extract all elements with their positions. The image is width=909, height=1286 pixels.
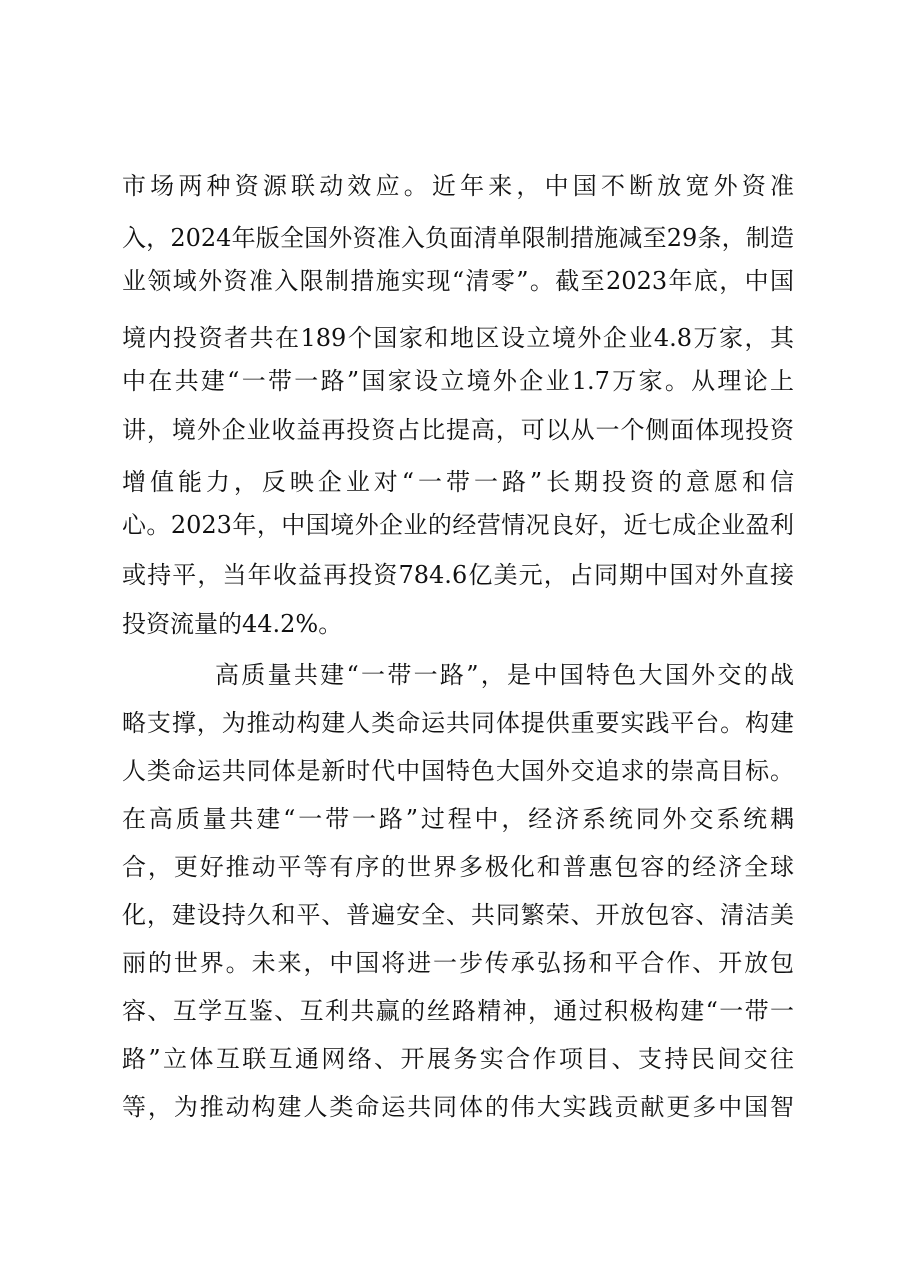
paragraph-2-line-1: 高质量共建“一带一路”，是中国特色大国外交的战 [215,661,794,689]
paragraph-2-line-8: 容、互学互鉴、互利共赢的丝路精神，通过积极构建“一带一 [122,997,794,1025]
paragraph-2-line-9: 路”立体互联互通网络、开展务实合作项目、支持民间交往 [122,1045,794,1073]
paragraph-2-line-7: 丽的世界。未来，中国将进一步传承弘扬和平合作、开放包 [122,949,794,977]
paragraph-1-line-6: 讲，境外企业收益再投资占比提高，可以从一个侧面体现投资 [122,416,794,444]
paragraph-2-line-3: 人类命运共同体是新时代中国特色大国外交追求的崇高目标。 [122,757,794,785]
paragraph-1-line-9: 或持平，当年收益再投资784.6亿美元，占同期中国对外直接 [122,561,794,589]
paragraph-1-line-1: 市场两种资源联动效应。近年来，中国不断放宽外资准 [122,172,794,200]
paragraph-1-line-5: 中在共建“一带一路”国家设立境外企业1.7万家。从理论上 [122,367,794,395]
paragraph-2-line-6: 化，建设持久和平、普遍安全、共同繁荣、开放包容、清洁美 [122,901,794,929]
paragraph-1-line-7: 增值能力，反映企业对“一带一路”长期投资的意愿和信 [122,468,794,496]
paragraph-1-line-3: 业领域外资准入限制措施实现“清零”。截至2023年底，中国 [122,267,794,295]
paragraph-2-line-2: 略支撑，为推动构建人类命运共同体提供重要实践平台。构建 [122,709,794,737]
paragraph-1-line-4: 境内投资者共在189个国家和地区设立境外企业4.8万家，其 [122,324,794,352]
paragraph-1-line-10: 投资流量的44.2%。 [122,610,343,638]
paragraph-2-line-5: 合，更好推动平等有序的世界多极化和普惠包容的经济全球 [122,853,794,881]
paragraph-1-line-2: 入，2024年版全国外资准入负面清单限制措施减至29条，制造 [122,224,794,252]
paragraph-2-line-10: 等，为推动构建人类命运共同体的伟大实践贡献更多中国智 [122,1093,794,1121]
paragraph-2-line-4: 在高质量共建“一带一路”过程中，经济系统同外交系统耦 [122,805,794,833]
paragraph-1-line-8: 心。2023年，中国境外企业的经营情况良好，近七成企业盈利 [122,511,794,539]
